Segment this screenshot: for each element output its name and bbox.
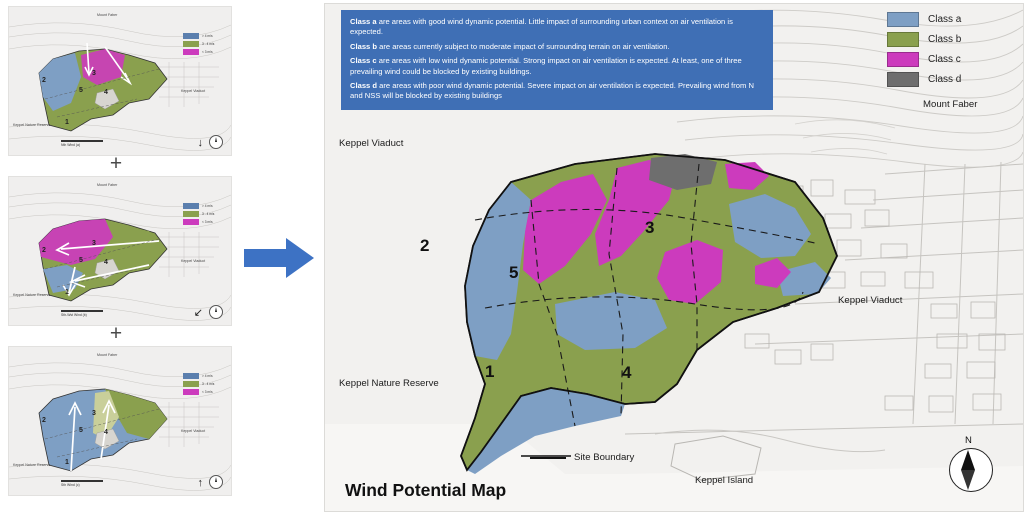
- class-b-description: [350, 42, 764, 52]
- thumbnail-3-zone-5: 5: [79, 427, 83, 434]
- main-wind-potential-map[interactable]: [324, 3, 1024, 512]
- legend-row: [183, 49, 225, 55]
- thumbnail-map-2[interactable]: [8, 176, 232, 326]
- legend-label: < 3 m/s: [202, 49, 213, 54]
- legend-label: > 4 m/s: [202, 33, 213, 38]
- thumbnail-3-top-label: Mount Faber: [97, 353, 118, 357]
- class-c-description: [350, 56, 764, 77]
- thumbnail-2-title: Sth-Wst Wind (b): [61, 313, 87, 317]
- legend-row: [183, 373, 225, 379]
- thumbnail-1-right-label: Keppel Viaduct: [181, 89, 206, 93]
- zone-number-4: 4: [622, 363, 632, 382]
- thumbnail-3-right-label: Keppel Viaduct: [181, 429, 206, 433]
- class-d-term: Class d: [350, 81, 378, 91]
- site-boundary-line-icon: [530, 457, 566, 459]
- legend-swatch: [183, 203, 199, 209]
- legend-swatch: [183, 381, 199, 387]
- thumbnail-2-top-label: Mount Faber: [97, 183, 118, 187]
- legend-label-class-c: Class c: [928, 54, 961, 65]
- label-keppel-island: Keppel Island: [695, 475, 754, 486]
- thumbnail-1-zone-1: 1: [65, 119, 69, 126]
- site-boundary-key: [530, 452, 634, 463]
- thumbnail-1-zone-2: 2: [42, 77, 46, 84]
- zone-number-5: 5: [509, 263, 519, 282]
- legend-label-class-a: Class a: [928, 14, 962, 25]
- thumbnail-2-legend: [183, 203, 225, 227]
- legend-swatch: [183, 33, 199, 39]
- thumbnail-3-zone-2: 2: [42, 417, 46, 424]
- label-keppel-viaduct-right: Keppel Viaduct: [838, 295, 903, 306]
- thumbnail-3-compass-icon: [209, 475, 223, 489]
- legend-row: [183, 219, 225, 225]
- thumbnail-map-3[interactable]: [8, 346, 232, 496]
- class-d-text: are areas with poor wind dynamic potential. Severe impact on air ventilation is expected. Prevailing wind from N and NSS will be blocked by existing buildings: [350, 81, 754, 101]
- map-title: Wind Potential Map: [345, 480, 507, 500]
- thumbnail-2-zone-3: 3: [92, 240, 96, 247]
- legend-label: < 3 m/s: [202, 219, 213, 224]
- class-c-term: Class c: [350, 56, 377, 66]
- thumbnail-2-zone-4: 4: [104, 259, 108, 266]
- thumbnail-2-compass-icon: [209, 305, 223, 319]
- zone-number-1: 1: [485, 362, 495, 381]
- legend-label: > 4 m/s: [202, 203, 213, 208]
- thumbnail-1-compass-icon: [209, 135, 223, 149]
- thumbnail-3-title: Sth Wind (c): [61, 483, 80, 487]
- legend-label: 3 - 4 m/s: [202, 211, 215, 216]
- class-b-text: are areas currently subject to moderate impact of surrounding terrain on air ventilation.: [377, 41, 670, 51]
- legend-swatch: [183, 389, 199, 395]
- legend-row: [183, 33, 225, 39]
- class-c-text: are areas with low wind dynamic potential. Strong impact on air ventilation is expected. At least, one of three prevailing wind could be blocked by existing buildings.: [350, 56, 742, 76]
- thumbnail-2-zone-5: 5: [79, 257, 83, 264]
- thumbnail-1-title: Nth Wind (a): [61, 143, 81, 147]
- thumbnail-3-zone-4: 4: [104, 429, 108, 436]
- legend-label: < 3 m/s: [202, 389, 213, 394]
- legend-swatch: [183, 219, 199, 225]
- legend-row: [183, 203, 225, 209]
- legend-row-class-d: [887, 72, 1007, 87]
- zone-number-2: 2: [420, 236, 430, 255]
- legend-swatch-class-a: [887, 12, 919, 27]
- legend-row: [183, 389, 225, 395]
- operator-plus-2: +: [109, 322, 123, 345]
- compass-icon: [947, 435, 993, 493]
- class-a-term: Class a: [350, 17, 377, 26]
- legend-row: [183, 211, 225, 217]
- zone-number-3: 3: [645, 218, 655, 237]
- thumbnail-3-legend: [183, 373, 225, 397]
- map-legend: [887, 12, 1007, 92]
- legend-label: 3 - 4 m/s: [202, 381, 215, 386]
- label-keppel-nature-reserve: Keppel Nature Reserve: [339, 378, 439, 389]
- thumbnail-2-scalebar: [61, 310, 103, 317]
- legend-swatch-class-b: [887, 32, 919, 47]
- thumbnail-2-zone-1: 1: [65, 289, 69, 296]
- thumbnail-1-top-label: Mount Faber: [97, 13, 118, 17]
- label-keppel-viaduct-top: Keppel Viaduct: [339, 138, 404, 149]
- legend-row: [183, 41, 225, 47]
- thumbnail-3-zone-3: 3: [92, 410, 96, 417]
- thumbnail-2-zone-2: 2: [42, 247, 46, 254]
- thumbnail-1-corner-label: Keppel Nature Reserve: [13, 123, 51, 127]
- legend-label: > 4 m/s: [202, 373, 213, 378]
- compass-north-label: N: [965, 435, 972, 446]
- thumbnail-1-zone-4: 4: [104, 89, 108, 96]
- legend-row-class-a: [887, 12, 1007, 27]
- site-boundary-label: Site Boundary: [574, 452, 635, 463]
- legend-label-class-b: Class b: [928, 34, 962, 45]
- process-arrow-icon: [244, 238, 318, 278]
- thumbnail-map-1[interactable]: [8, 6, 232, 156]
- legend-swatch-class-c: [887, 52, 919, 67]
- thumbnail-1-zone-3: 3: [92, 70, 96, 77]
- thumbnail-2-right-label: Keppel Viaduct: [181, 259, 206, 263]
- legend-swatch: [183, 49, 199, 55]
- class-d-description: [350, 81, 764, 102]
- legend-swatch: [183, 41, 199, 47]
- thumbnail-1-zone-5: 5: [79, 87, 83, 94]
- thumbnail-3-direction-arrow: ↑: [197, 477, 203, 489]
- legend-row: [183, 381, 225, 387]
- legend-row-class-c: [887, 52, 1007, 67]
- thumbnail-1-direction-arrow: ↓: [197, 137, 203, 149]
- operator-plus-1: +: [109, 152, 123, 175]
- thumbnail-3-corner-label: Keppel Nature Reserve: [13, 463, 51, 467]
- thumbnail-2-corner-label: Keppel Nature Reserve: [13, 293, 51, 297]
- thumbnail-column: [0, 0, 250, 513]
- thumbnail-1-scalebar: [61, 140, 103, 147]
- thumbnail-1-legend: [183, 33, 225, 57]
- legend-swatch: [183, 373, 199, 379]
- legend-swatch-class-d: [887, 72, 919, 87]
- wind-class-description-box: [341, 10, 773, 110]
- thumbnail-3-scalebar: [61, 480, 103, 487]
- class-a-text: are areas with good wind dynamic potential. Little impact of surrounding urban context on air ventilation is expected.: [350, 17, 733, 37]
- thumbnail-2-direction-arrow: ↙: [193, 307, 203, 319]
- class-b-term: Class b: [350, 41, 378, 51]
- label-mount-faber: Mount Faber: [923, 99, 978, 110]
- legend-row-class-b: [887, 32, 1007, 47]
- legend-swatch: [183, 211, 199, 217]
- class-a-description: [350, 17, 764, 38]
- legend-label-class-d: Class d: [928, 74, 962, 85]
- thumbnail-3-zone-1: 1: [65, 459, 69, 466]
- legend-label: 3 - 4 m/s: [202, 41, 215, 46]
